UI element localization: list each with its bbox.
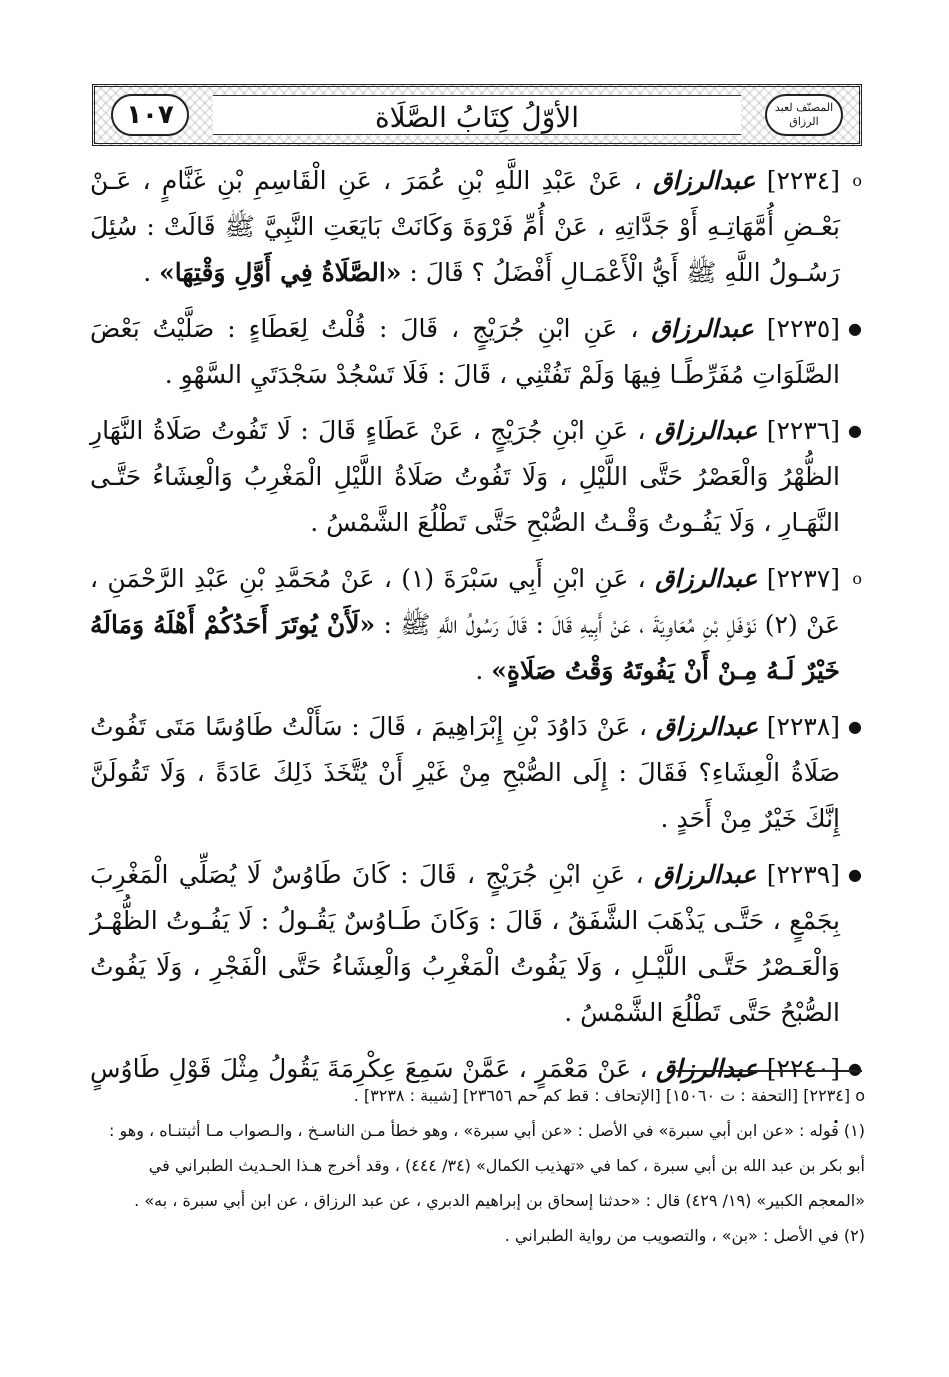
narrator-name: عبدالرزاق xyxy=(655,712,759,741)
hadith-number: [٢٢٣٤] xyxy=(766,166,840,195)
entry-text-block xyxy=(90,704,840,842)
entry-marker: ● xyxy=(848,717,862,736)
hadith-number: [٢٢٣٦] xyxy=(766,416,840,445)
hadith-number: [٢٢٣٧] xyxy=(766,564,840,593)
header-title-band xyxy=(213,95,741,135)
isnad-text: ، عَنِ ابْنِ جُرَيْجٍ ، قَالَ : قُلْتُ لِعَطَاءٍ : صَلَّيْتُ بَعْضَ الصَّلَوَاتِ مُفَرِّطًـا فِيهَا وَلَمْ تَفُتْنِي ، قَالَ : فَلَا تَسْجُدْ سَجْدَتَيِ السَّهْوِ . xyxy=(90,314,840,389)
footnote-takhrij: o [٢٢٣٤] [التحفة : ت ١٥٠٦٠] [الإتحاف : قط كم حم ٢٣٦٥٦] [شيبة : ٣٢٣٨] . xyxy=(353,1086,865,1105)
entry-marker: o xyxy=(852,569,862,588)
isnad-text: ، عَنِ ابْنِ أَبِي سَبْرَةَ (١) ، عَنْ مُحَمَّدِ بْنِ عَبْدِ الرَّحْمَنِ ، عَنْ (٢) نَوْفَلِ بْنِ مُعَاوِيَةَ ، عَنْ أَبِيهِ قَالَ : قَالَ رَسُولُ اللَّهِ ﷺ : xyxy=(90,564,840,639)
page-number-frame xyxy=(111,94,189,136)
narrator-name: عبدالرزاق xyxy=(655,416,758,445)
narrator-name: عبدالرزاق xyxy=(656,1054,759,1083)
hadith-entry xyxy=(90,158,862,296)
publisher-logo xyxy=(765,94,843,136)
entry-marker: ● xyxy=(848,865,862,884)
footnote-separator xyxy=(676,1070,862,1072)
hadith-text: «لَأَنْ يُوتَرَ أَحَدُكُمْ أَهْلَهُ وَمَالَهُ خَيْرٌ لَـهُ مِـنْ أَنْ يَفُوتَهُ وَقْتُ صَلَاةٍ» xyxy=(90,610,840,685)
entry-text-block xyxy=(90,852,840,1036)
entry-text-block xyxy=(90,306,840,398)
page-number: ١٠٧ xyxy=(126,100,174,130)
entry-marker: ● xyxy=(848,421,862,440)
hadith-text: «الصَّلَاةُ فِي أَوَّلِ وَقْتِهَا» xyxy=(159,258,402,287)
isnad-text: ، عَنْ دَاوُدَ بْنِ إِبْرَاهِيمَ ، قَالَ : سَأَلْتُ طَاوُسًا مَتَى تَفُوتُ صَلَاةُ الْعِشَاءِ؟ فَقَالَ : إِلَى الصُّبْحِ مِنْ غَيْرِ أَنْ يُتَّخَذَ ذَلِكَ عَادَةً ، وَلَا تَقُولَنَّ إِنَّكَ خَيْرٌ مِنْ أَحَدٍ . xyxy=(90,712,840,833)
hadith-number: [٢٢٣٥] xyxy=(766,314,841,343)
entry-marker: ● xyxy=(848,1059,862,1078)
hadith-entry xyxy=(90,704,862,842)
entry-marker: o xyxy=(852,171,862,190)
footnote-2: (٢) في الأصل : «بن» ، والتصويب من رواية الطبراني . xyxy=(504,1226,865,1245)
logo-text: المصنّف لعبد الرزاق xyxy=(774,101,834,128)
hadith-entry xyxy=(90,852,862,1036)
page-header xyxy=(92,84,862,146)
narrator-name: عبدالرزاق xyxy=(655,564,758,593)
hadith-entry xyxy=(90,556,862,694)
hadith-number: [٢٢٣٩] xyxy=(766,860,840,889)
narrator-name: عبدالرزاق xyxy=(654,860,757,889)
isnad-text: ، عَنِ ابْنِ جُرَيْجٍ ، عَنْ عَطَاءٍ قَالَ : لَا تَفُوتُ صَلَاةُ النَّهَارِ الظُّهْرُ وَالْعَصْرُ حَتَّى اللَّيْلِ ، وَلَا تَفُوتُ صَلَاةُ اللَّيْلِ الْمَغْرِبُ وَالْعِشَاءُ حَتَّـى النَّهَـارِ ، وَلَا يَفُـوتُ وَقْـتُ الصُّبْحِ حَتَّى تَطْلُعَ الشَّمْسُ . xyxy=(90,416,840,537)
entry-text-block xyxy=(90,158,840,296)
entry-marker: ● xyxy=(848,319,862,338)
running-title: الأوّلُ كِتَابُ الصَّلَاة xyxy=(374,101,580,134)
hadith-entry xyxy=(90,408,862,546)
hadith-number: [٢٢٣٨] xyxy=(766,712,841,741)
hadith-entry xyxy=(90,306,862,398)
isnad-text: ، عَنِ ابْنِ جُرَيْجٍ ، قَالَ : كَانَ طَاوُسٌ لَا يُصَلِّي الْمَغْرِبَ بِجَمْعٍ ، حَتَّـى يَذْهَبَ الشَّفَقُ ، قَالَ : وَكَانَ طَـاوُسٌ يَقُـولُ : لَا يَفُـوتُ الظُّهْـرُ وَالْعَـصْرُ حَتَّـى اللَّيْـلِ ، وَلَا يَفُوتُ الْمَغْرِبُ وَالْعِشَاءُ حَتَّى الْفَجْرِ ، وَلَا يَفُوتُ الصُّبْحُ حَتَّى تَطْلُعَ الشَّمْسُ . xyxy=(90,860,840,1027)
isnad-text: ، عَنْ عَبْدِ اللَّهِ بْنِ عُمَرَ ، عَنِ الْقَاسِمِ بْنِ غَنَّامٍ ، عَـنْ بَعْـضِ أُمَّهَاتِـهِ أَوْ جَدَّاتِهِ ، عَنْ أُمِّ فَرْوَةَ وَكَانَتْ بَايَعَتِ النَّبِيَّ ﷺ قَالَتْ : سُئِلَ رَسُـولُ اللَّهِ ﷺ أَيُّ الْأَعْمَـالِ أَفْضَلُ ؟ قَالَ : xyxy=(90,166,840,287)
footnote-1: (١) قوله : «عن ابن أبي سبرة» في الأصل : «عن أبي سبرة» ، وهو خطأ مـن الناسـخ ، والـصواب مـا أثبتنـاه ، وهو : أبو بكر بن عبد الله بن أبي سبرة ، كما في «تهذيب الكمال» (٣٤/ ٤٤٤) ، وقد أخرج هـذا الحـديث الطبراني في «المعجم الكبير» (١٩/ ٤٢٩) قال : «حدثنا إسحاق بن إبراهيم الدبري ، عن عبد الرزاق ، عن ابن أبي سبرة ، به» . xyxy=(109,1121,865,1210)
hadith-number: [٢٢٤٠] xyxy=(766,1054,840,1083)
isnad-text: ، عَنْ مَعْمَرٍ ، عَمَّنْ سَمِعَ عِكْرِمَةَ يَقُولُ مِثْلَ قَوْلِ طَاوُسٍ . xyxy=(90,1054,840,1129)
entry-text-block xyxy=(90,556,840,694)
footnotes xyxy=(90,1078,865,1253)
entry-end: . xyxy=(475,656,484,685)
hadith-list xyxy=(90,158,862,1148)
entry-text-block xyxy=(90,408,840,546)
entry-end: . xyxy=(143,258,152,287)
narrator-name: عبدالرزاق xyxy=(653,166,756,195)
narrator-name: عبدالرزاق xyxy=(651,314,754,343)
